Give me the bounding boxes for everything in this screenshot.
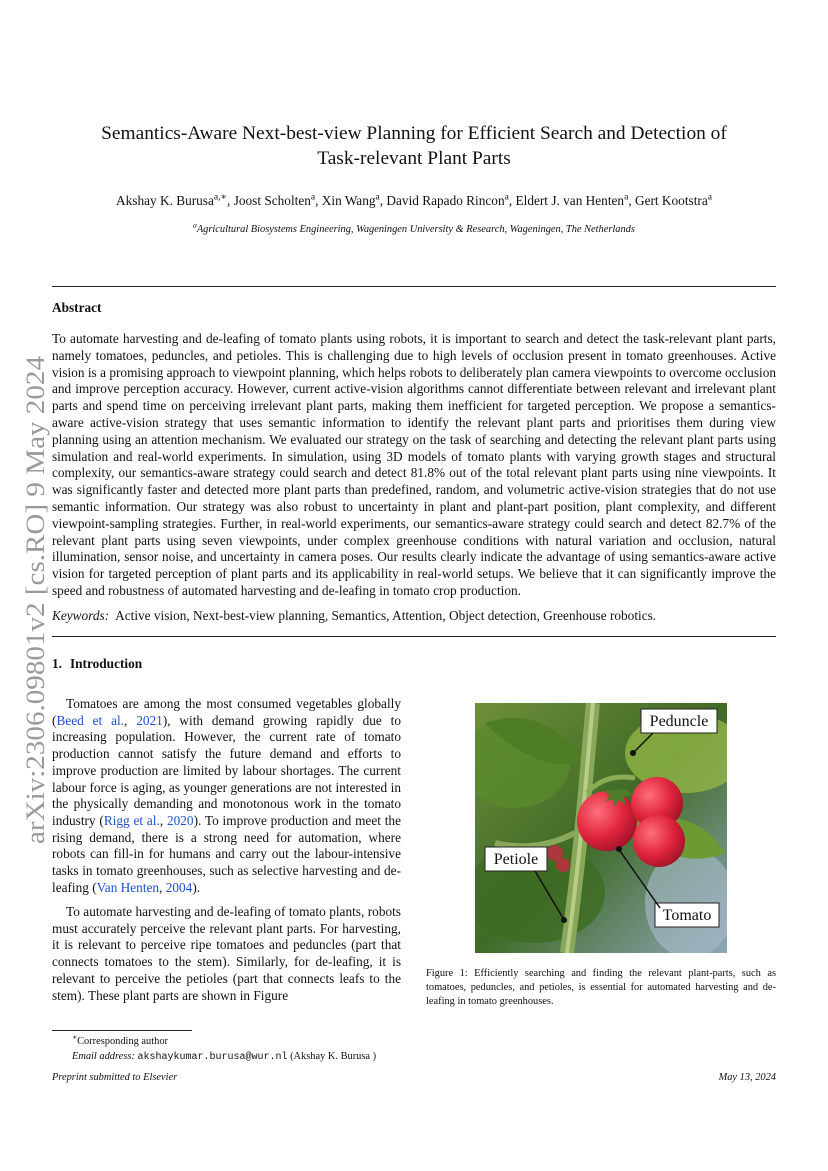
divider-bottom — [52, 636, 776, 637]
paragraph-text: To automate harvesting and de-leafing of tomato plants, robots must accurately perceive the relevant plant parts. For harvesting, it is relevant to perceive ripe tomatoes and peduncles (part that connects tomatoes to the stem). Similarly, for de-leafing, it is relevant to perceive the petioles (part that connects leafs to the stem). These plant parts are shown in Figure — [52, 904, 401, 1003]
email-address[interactable]: akshaykumar.burusa@wur.nl — [137, 1052, 288, 1063]
author-name: Joost Scholten — [233, 193, 311, 208]
author-affiliation-mark: a — [624, 191, 629, 203]
abstract-text: To automate harvesting and de-leafing of tomato plants using robots, it is important to search and detect the task-relevant plant parts, namely tomatoes, peduncles, and petioles. This is challenging due to high levels of occlusion present in tomato greenhouses. Active vision is a promising approach to viewpoint planning, which helps robots to deliberately plan camera viewpoints to overcome occlusion and improve perception accuracy. However, current active-vision algorithms cannot differentiate between relevant and irrelevant plant parts and spend time on perceiving irrelevant plant parts, making them inefficient for targeted perception. We propose a semantics-aware active-vision strategy that uses semantic information to identify the relevant plant parts and prioritises them during view planning using an attention mechanism. We evaluated our strategy on the task of searching and detecting the relevant plant parts using simulation and real-world experiments. In simulation, using 3D models of tomato plants with varying growth stages and structural complexity, our semantics-aware strategy could search and detect 81.8% out of the total relevant plant parts using nine viewpoints. It was significantly faster and detected more plant parts than predefined, random, and volumetric active-vision strategies that do not use semantic information. Our strategy was also robust to uncertainty in plant and plant-part position, plant complexity, and different viewpoint-sampling strategies. Further, in real-world experiments, our semantics-aware strategy could search and detect 82.7% of the relevant plant parts using seven viewpoints, under complex greenhouse conditions with natural variation and occlusion, natural illumination, sensor noise, and uncertainty in camera poses. Our results clearly indicate the advantage of using semantics-aware active vision for targeted perception of plant parts and its applicability in real-world setups. We believe that it can significantly improve the speed and robustness of automated harvesting and de-leafing in tomato crop production. — [52, 331, 776, 598]
keywords-label: Keywords: — [52, 608, 110, 623]
email-owner: (Akshay K. Burusa ) — [290, 1051, 377, 1062]
figure-label-tomato: Tomato — [662, 907, 712, 924]
paragraph-text: , — [159, 812, 167, 828]
author-affiliation-mark: a — [707, 191, 712, 203]
citation-year-link[interactable]: 2004 — [165, 879, 193, 895]
author-name: Gert Kootstra — [634, 193, 708, 208]
author-name: Akshay K. Burusa — [116, 193, 214, 208]
section-title: Introduction — [69, 656, 143, 671]
footer-date: May 13, 2024 — [718, 1072, 776, 1083]
author-name: David Rapado Rincon — [386, 193, 505, 208]
affiliation — [60, 220, 768, 235]
intro-paragraph-1 — [52, 696, 401, 896]
footnote-corresponding: Corresponding author — [77, 1036, 168, 1047]
paper-title — [60, 121, 768, 171]
intro-paragraph-2 — [52, 904, 401, 1004]
author-affiliation-mark: a — [310, 191, 316, 203]
author-name: Eldert J. van Henten — [515, 193, 625, 208]
keywords — [52, 608, 776, 624]
figure-label-peduncle: Peduncle — [649, 713, 709, 730]
divider-top — [52, 286, 776, 287]
citation-link[interactable]: Beed et al. — [56, 712, 125, 728]
footer-preprint-note: Preprint submitted to Elsevier — [52, 1072, 178, 1083]
citation-year-link[interactable]: 2021 — [136, 712, 163, 728]
title-line-1: Semantics-Aware Next-best-view Planning for Efficient Search and Detection of — [101, 123, 727, 144]
abstract-heading: Abstract — [52, 300, 102, 315]
author-list: Akshay K. Burusa$^{a,∗}$, Joost Scholten$^a$, Xin Wang$^a$, David Rapado Rincon$^a$, Eldert J. van Henten$^a$, Gert Kootstra$^a$ — [116, 191, 712, 208]
paragraph-text: , — [159, 879, 166, 895]
footnote — [52, 1034, 376, 1065]
footnote-mark: ∗ — [72, 1032, 78, 1042]
paragraph-text: Tomatoes are among the most consumed vegetables globally ( — [52, 696, 401, 728]
author-name: Xin Wang — [321, 193, 376, 208]
author-affiliation-mark: a,∗ — [213, 191, 228, 203]
title-line-2: Task-relevant Plant Parts — [317, 148, 511, 169]
figure-label-petiole: Petiole — [493, 851, 539, 868]
paragraph-text: ), with demand growing rapidly due to increasing population. However, the current rate of tomato production cannot satisfy the future demand and efforts to improve production are limited by labour shortages. The current labour force is aging, as younger generations are not interested in the physically demanding and monotonous work in the tomato industry ( — [52, 712, 402, 828]
paragraph-text: ). To improve production and meet the rising demand, there is a strong need for automation, where robots can fill-in for humans and carry out the labour-intensive tasks in tomato greenhouses, such as selective harvesting and de-leafing ( — [52, 812, 401, 895]
affiliation-text: Agricultural Biosystems Engineering, Wageningen University & Research, Wageningen, The Netherlands — [196, 224, 635, 235]
citation-year-link[interactable]: 2020 — [166, 812, 194, 828]
author-affiliation-mark: a — [504, 191, 509, 203]
figure-1-image — [475, 703, 727, 953]
paragraph-text: , — [124, 712, 137, 728]
figure-1-caption: Figure 1: Efficiently searching and finding the relevant plant-parts, such as tomatoes, peduncles, and petioles, is essential for automated harvesting and de-leafing in tomato greenhouses. — [426, 968, 776, 1008]
affiliation-mark: a — [193, 220, 197, 230]
footnote-divider — [52, 1030, 192, 1031]
arxiv-stamp-text: arXiv:2306.09801v2 [cs.RO] 9 May 2024 — [21, 407, 50, 844]
citation-link[interactable]: Van Henten — [96, 879, 160, 895]
keywords-text: Active vision, Next-best-view planning, Semantics, Attention, Object detection, Greenhouse robotics. — [115, 608, 657, 623]
author-affiliation-mark: a — [375, 191, 380, 203]
section-heading — [52, 656, 142, 672]
arxiv-stamp — [18, 354, 50, 844]
citation-link[interactable]: Rigg et al. — [103, 812, 160, 828]
paragraph-text: ). — [192, 879, 201, 895]
section-number: 1. — [52, 656, 62, 671]
email-label: Email address: — [72, 1051, 135, 1062]
